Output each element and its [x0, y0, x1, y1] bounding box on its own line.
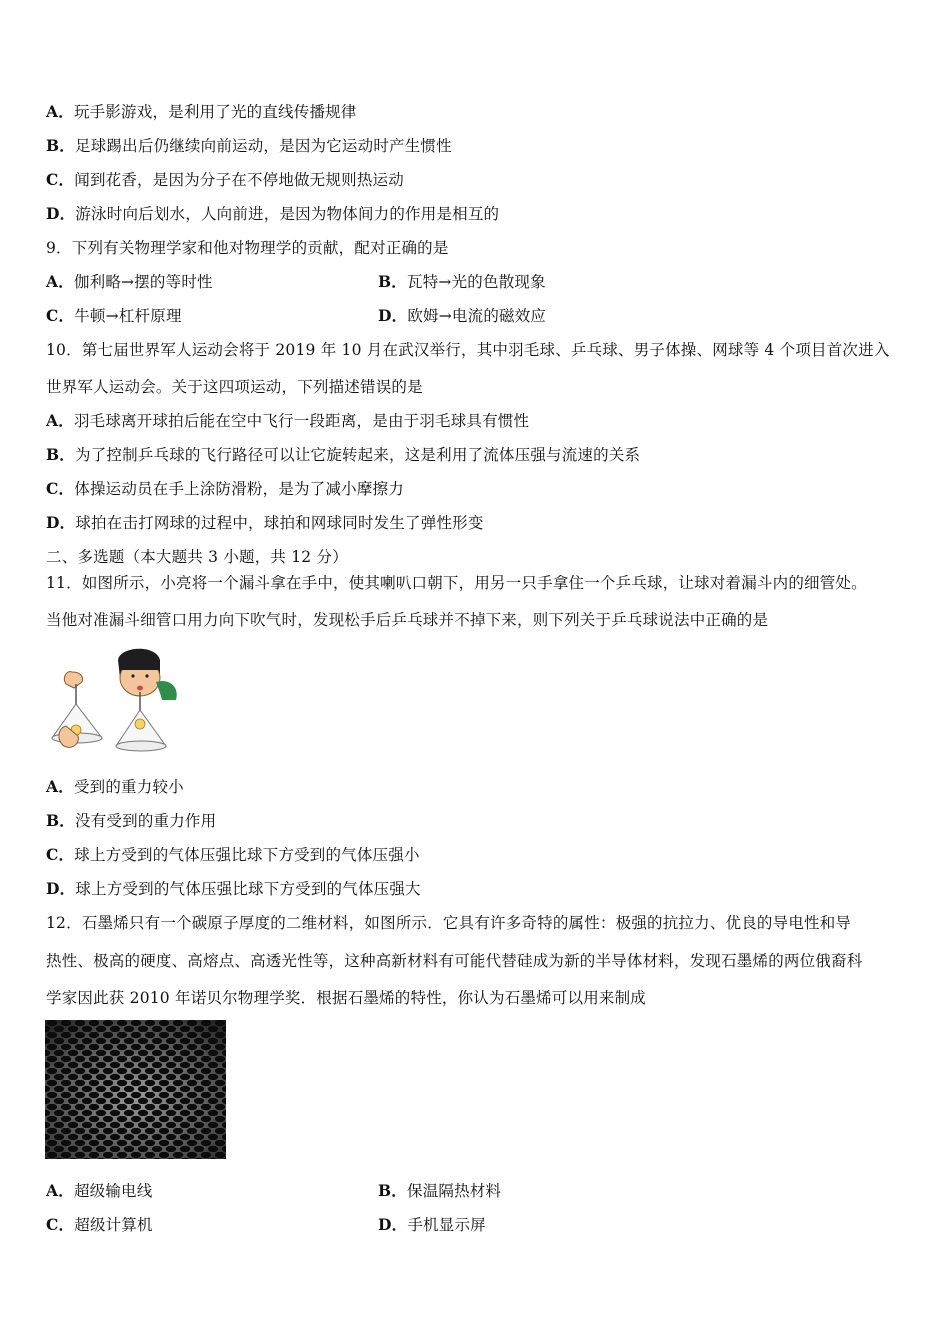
q9-option-c: C．牛顿→杠杆原理 — [46, 306, 182, 325]
q12-stem-line3: 学家因此获 2010 年诺贝尔物理学奖．根据石墨烯的特性，你认为石墨烯可以用来制成 — [46, 989, 647, 1007]
q9-stem: 9．下列有关物理学家和他对物理学的贡献，配对正确的是 — [46, 239, 449, 257]
q8-option-c: C．闻到花香，是因为分子在不停地做无规则热运动 — [46, 170, 404, 189]
q12-option-d: D．手机显示屏 — [378, 1215, 486, 1234]
q8-option-d: D．游泳时向后划水，人向前进，是因为物体间力的作用是相互的 — [46, 204, 500, 223]
q12-option-a: A．超级输电线 — [46, 1181, 153, 1200]
q8-option-a: A．玩手影游戏，是利用了光的直线传播规律 — [46, 102, 357, 121]
q12-option-c: C．超级计算机 — [46, 1215, 153, 1234]
q11-option-b: B．没有受到的重力作用 — [46, 811, 217, 830]
q10-stem-line1: 10．第七届世界军人运动会将于 2019 年 10 月在武汉举行，其中羽毛球、乒乓球、男子体操、网球等 4 个项目首次进入 — [46, 341, 890, 359]
q9-option-a: A．伽利略→摆的等时性 — [46, 272, 213, 291]
funnel-ball-figure — [44, 642, 182, 754]
q11-option-c: C．球上方受到的气体压强比球下方受到的气体压强小 — [46, 845, 420, 864]
left-hand-funnel — [52, 672, 102, 748]
q10-option-d: D．球拍在击打网球的过程中，球拍和网球同时发生了弹性形变 — [46, 513, 484, 532]
q9-option-b: B．瓦特→光的色散现象 — [378, 272, 546, 291]
section-heading-multiple-choice: 二、多选题（本大题共 3 小题，共 12 分） — [46, 548, 348, 566]
q9-option-d: D．欧姆→电流的磁效应 — [378, 306, 547, 325]
q12-stem-line1: 12．石墨烯只有一个碳原子厚度的二维材料，如图所示．它具有许多奇特的属性：极强的抗拉力、优良的导电性和导 — [46, 914, 852, 932]
q12-option-b: B．保温隔热材料 — [378, 1181, 502, 1200]
q8-option-b: B．足球踢出后仍继续向前运动，是因为它运动时产生惯性 — [46, 136, 452, 155]
q11-option-d: D．球上方受到的气体压强比球下方受到的气体压强大 — [46, 879, 421, 898]
q10-option-a: A．羽毛球离开球拍后能在空中飞行一段距离，是由于羽毛球具有惯性 — [46, 411, 530, 430]
q11-option-a: A．受到的重力较小 — [46, 777, 184, 796]
graphene-figure — [45, 1020, 226, 1159]
q10-stem-line2: 世界军人运动会。关于这四项运动，下列描述错误的是 — [46, 378, 423, 396]
q10-option-b: B．为了控制乒乓球的飞行路径可以让它旋转起来，这是利用了流体压强与流速的关系 — [46, 445, 641, 464]
q12-stem-line2: 热性、极高的硬度、高熔点、高透光性等，这种高新材料有可能代替硅成为新的半导体材料，发现石墨烯的两位俄裔科 — [46, 952, 863, 970]
q11-stem-line1: 11．如图所示，小亮将一个漏斗拿在手中，使其喇叭口朝下，用另一只手拿住一个乒乓球，让球对着漏斗内的细管处。 — [46, 574, 867, 592]
boy-blowing-figure — [116, 649, 177, 751]
q10-option-c: C．体操运动员在手上涂防滑粉，是为了减小摩擦力 — [46, 479, 404, 498]
q11-stem-line2: 当他对准漏斗细管口用力向下吹气时，发现松手后乒乓球并不掉下来，则下列关于乒乓球说法中正确的是 — [46, 611, 769, 629]
